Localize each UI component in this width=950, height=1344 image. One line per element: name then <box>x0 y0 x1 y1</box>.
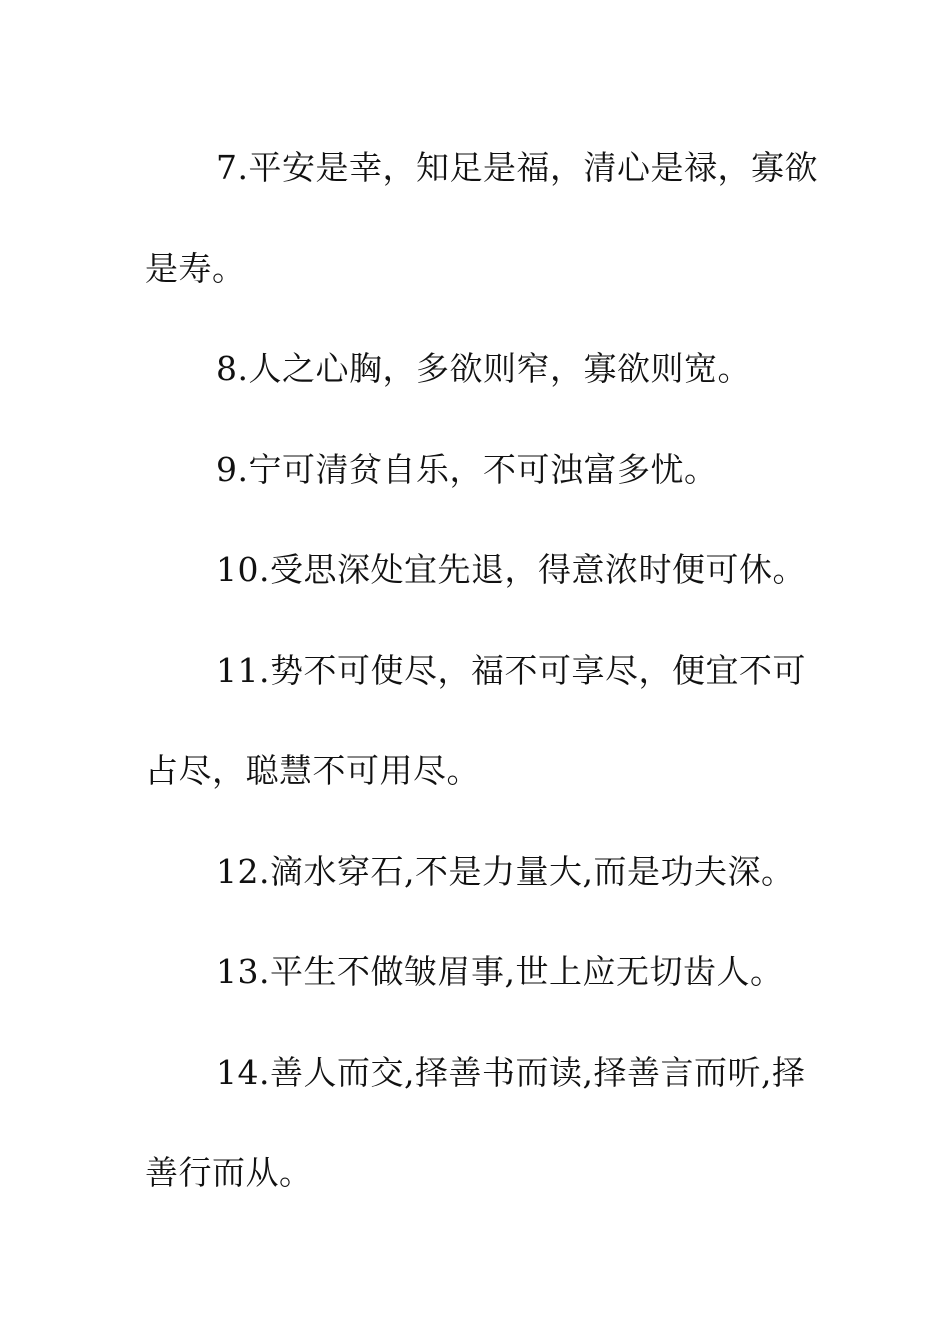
paragraph-11: 11.势不可使尽，福不可享尽，便宜不可占尽，聪慧不可用尽。 <box>145 650 806 790</box>
paragraph-13: 13.平生不做皱眉事,世上应无切齿人。 <box>216 952 784 991</box>
paragraph-12: 12.滴水穿石,不是力量大,而是功夫深。 <box>216 851 795 891</box>
paragraph-10: 10.受思深处宜先退，得意浓时便可休。 <box>216 550 806 589</box>
paragraph-14: 14.善人而交,择善书而读,择善言而听,择善行而从。 <box>145 1052 806 1192</box>
paragraph-9: 9.宁可清贫自乐，不可浊富多忧。 <box>216 449 718 489</box>
paragraph-7: 7.平安是幸，知足是福，清心是禄，寡欲是寿。 <box>145 148 818 288</box>
paragraph-8: 8.人之心胸，多欲则窄，寡欲则宽。 <box>216 349 751 388</box>
text-body <box>145 118 825 1224</box>
